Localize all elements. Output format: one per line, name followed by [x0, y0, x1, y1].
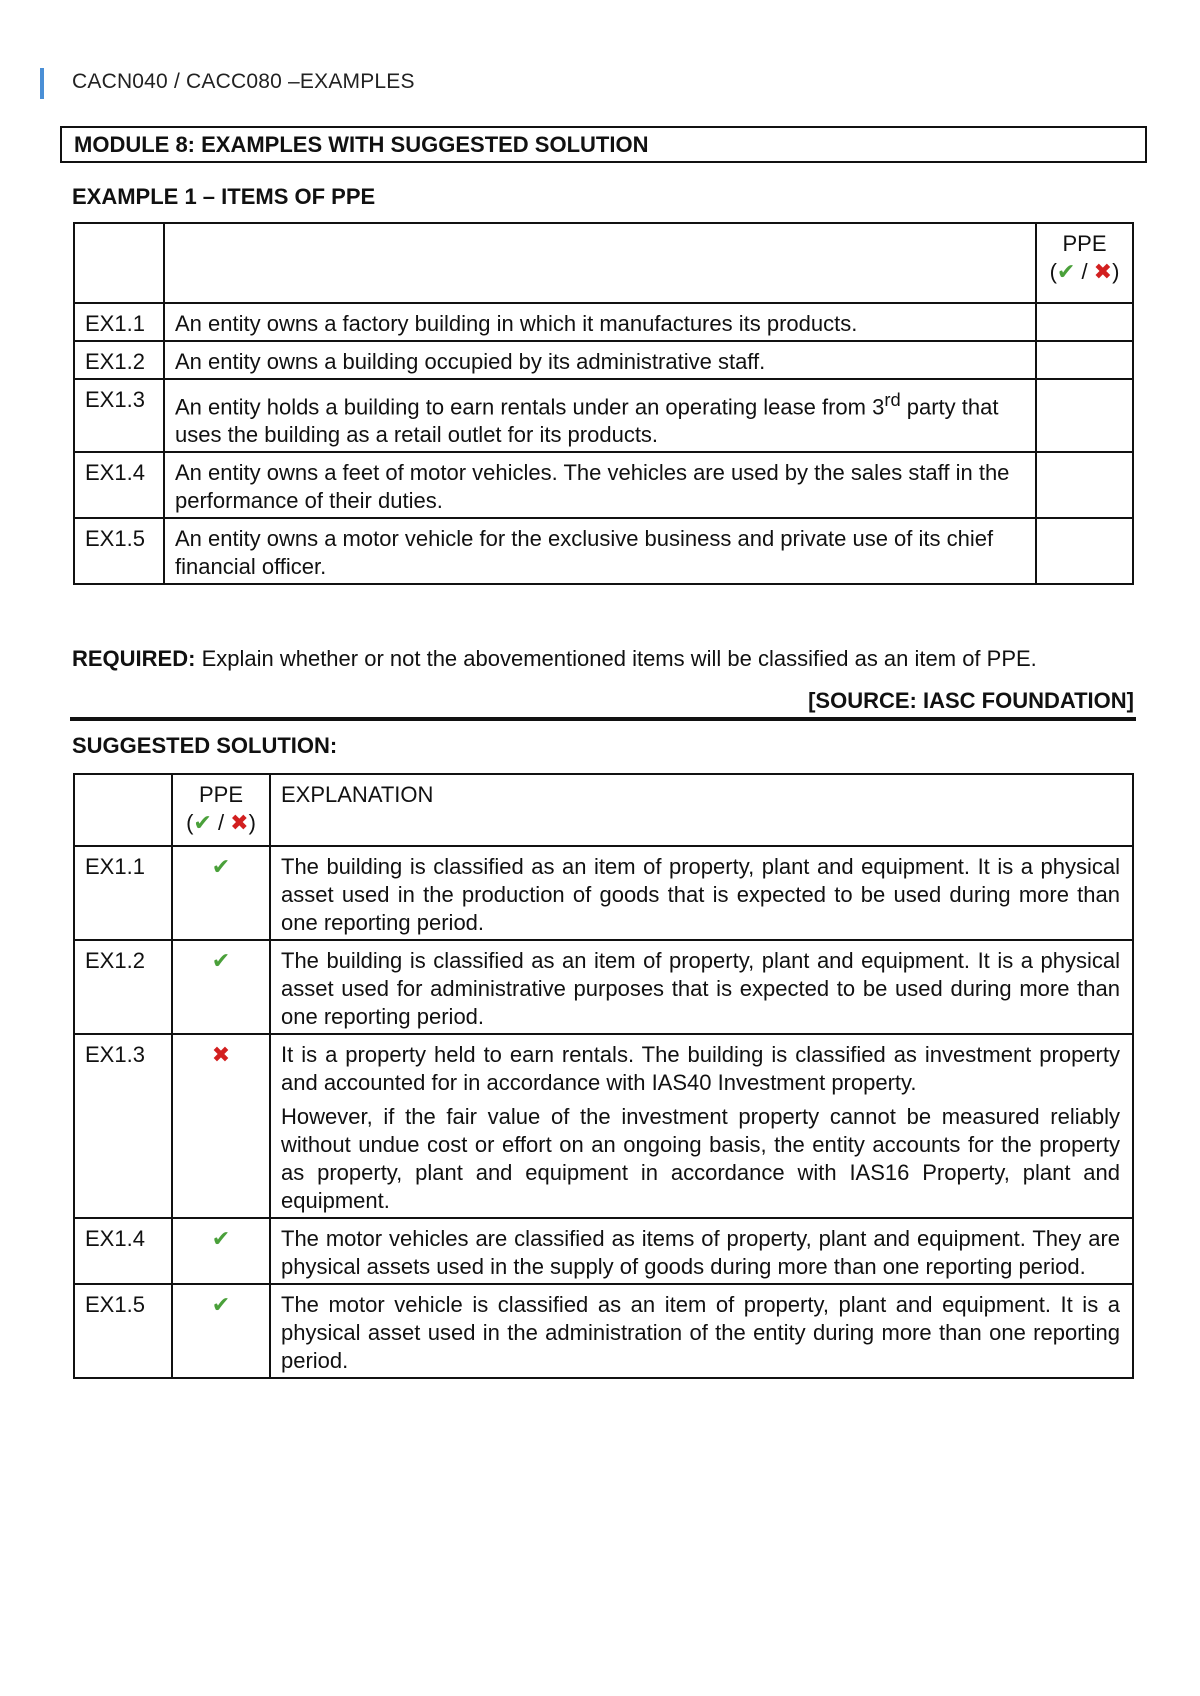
- table-header-row: [74, 774, 1133, 846]
- source-citation: [SOURCE: IASC FOUNDATION]: [808, 688, 1134, 713]
- required-instruction: [72, 646, 1142, 672]
- solution-table: [73, 773, 1134, 1379]
- table-row: [74, 452, 1133, 518]
- row-ppe-answer: [1036, 303, 1133, 341]
- row-description: [164, 379, 1036, 452]
- row-id: EX1.5: [74, 518, 164, 584]
- table-row: [74, 1034, 1133, 1218]
- example-table: [73, 222, 1134, 585]
- page-header: CACN040 / CACC080 –EXAMPLES: [72, 70, 415, 93]
- row-id: EX1.1: [74, 846, 172, 940]
- ppe-header-label: PPE: [198, 782, 244, 807]
- superscript: rd: [884, 389, 901, 410]
- row-explanation: [270, 1034, 1133, 1218]
- row-description: An entity owns a motor vehicle for the exclusive business and private use of its chief financial officer.: [164, 518, 1036, 584]
- row-explanation: [270, 1218, 1133, 1284]
- cross-icon: ✖: [211, 1042, 231, 1067]
- section-divider: [70, 717, 1136, 721]
- explanation-paragraph: It is a property held to earn rentals. The building is classified as investment property and accounted for in accordance with IAS40 Investment property.: [281, 1042, 1120, 1095]
- explanation-paragraph: The motor vehicle is classified as an item of property, plant and equipment. It is a physical asset used in the administration of the entity during more than one reporting period.: [281, 1292, 1120, 1373]
- module-title: MODULE 8: EXAMPLES WITH SUGGESTED SOLUTION: [74, 132, 649, 157]
- table-row: [74, 846, 1133, 940]
- row-ppe-answer: [1036, 452, 1133, 518]
- header-cell-ppe: [1036, 223, 1133, 303]
- tick-icon: ✔: [1056, 259, 1076, 284]
- header-cell-ppe: [172, 774, 270, 846]
- tick-icon: ✔: [211, 854, 231, 879]
- row-ppe-answer: [172, 1284, 270, 1378]
- row-description-part: party that uses the building as a retail outlet for its products.: [175, 394, 999, 448]
- cross-icon: ✖: [230, 810, 249, 835]
- tick-icon: ✔: [193, 810, 212, 835]
- solution-title: SUGGESTED SOLUTION:: [72, 733, 338, 758]
- row-id: EX1.3: [74, 1034, 172, 1218]
- row-explanation: [270, 1284, 1133, 1378]
- row-id: EX1.3: [74, 379, 164, 452]
- row-ppe-answer: [1036, 518, 1133, 584]
- table-row: [74, 1218, 1133, 1284]
- required-text: Explain whether or not the abovementioned items will be classified as an item of PPE.: [195, 646, 1037, 671]
- row-description: An entity owns a feet of motor vehicles. The vehicles are used by the sales staff in the performance of their duties.: [164, 452, 1036, 518]
- explanation-paragraph: The building is classified as an item of property, plant and equipment. It is a physical asset used for administrative purposes that is expected to be used during more than one reporting period.: [281, 948, 1120, 1029]
- cross-icon: ✖: [1093, 259, 1113, 284]
- tick-icon: ✔: [211, 948, 231, 973]
- table-row: [74, 1284, 1133, 1378]
- table-row: [74, 940, 1133, 1034]
- row-explanation: [270, 846, 1133, 940]
- ppe-legend: (✔ / ✖): [1049, 259, 1120, 284]
- table-header-row: [74, 223, 1133, 303]
- row-ppe-answer: [172, 940, 270, 1034]
- header-cell-explanation: EXPLANATION: [270, 774, 1133, 846]
- header-cell-empty: [74, 223, 164, 303]
- row-ppe-answer: [172, 846, 270, 940]
- row-id: EX1.4: [74, 1218, 172, 1284]
- ppe-legend: (✔ / ✖): [186, 810, 256, 835]
- table-row: [74, 379, 1133, 452]
- header-cell-empty: [164, 223, 1036, 303]
- row-description: An entity owns a building occupied by its administrative staff.: [164, 341, 1036, 379]
- row-id: EX1.4: [74, 452, 164, 518]
- row-description-part: An entity holds a building to earn rentals under an operating lease from 3: [175, 394, 885, 420]
- table-row: [74, 518, 1133, 584]
- table-row: [74, 303, 1133, 341]
- explanation-paragraph: However, if the fair value of the investment property cannot be measured reliably without undue cost or effort on an ongoing basis, the entity accounts for the property as property, plant and equipment in accordance with IAS16 Property, plant and equipment.: [281, 1104, 1120, 1213]
- row-description: An entity owns a factory building in which it manufactures its products.: [164, 303, 1036, 341]
- header-cell-empty: [74, 774, 172, 846]
- module-title-box: [60, 126, 1147, 163]
- row-id: EX1.2: [74, 341, 164, 379]
- row-ppe-answer: [172, 1034, 270, 1218]
- row-ppe-answer: [1036, 341, 1133, 379]
- required-label: REQUIRED:: [72, 646, 196, 671]
- explanation-paragraph: The building is classified as an item of property, plant and equipment. It is a physical asset used in the production of goods that is expected to be used during more than one reporting period.: [281, 854, 1120, 935]
- tick-icon: ✔: [211, 1292, 231, 1317]
- ppe-header-label: PPE: [1062, 231, 1107, 256]
- row-id: EX1.5: [74, 1284, 172, 1378]
- row-ppe-answer: [172, 1218, 270, 1284]
- header-accent-bar: [40, 68, 44, 99]
- row-ppe-answer: [1036, 379, 1133, 452]
- row-id: EX1.1: [74, 303, 164, 341]
- example-title: EXAMPLE 1 – ITEMS OF PPE: [72, 184, 376, 209]
- table-row: [74, 341, 1133, 379]
- explanation-paragraph: The motor vehicles are classified as items of property, plant and equipment. They are physical assets used in the supply of goods during more than one reporting period.: [281, 1226, 1120, 1279]
- row-explanation: [270, 940, 1133, 1034]
- tick-icon: ✔: [211, 1226, 231, 1251]
- row-id: EX1.2: [74, 940, 172, 1034]
